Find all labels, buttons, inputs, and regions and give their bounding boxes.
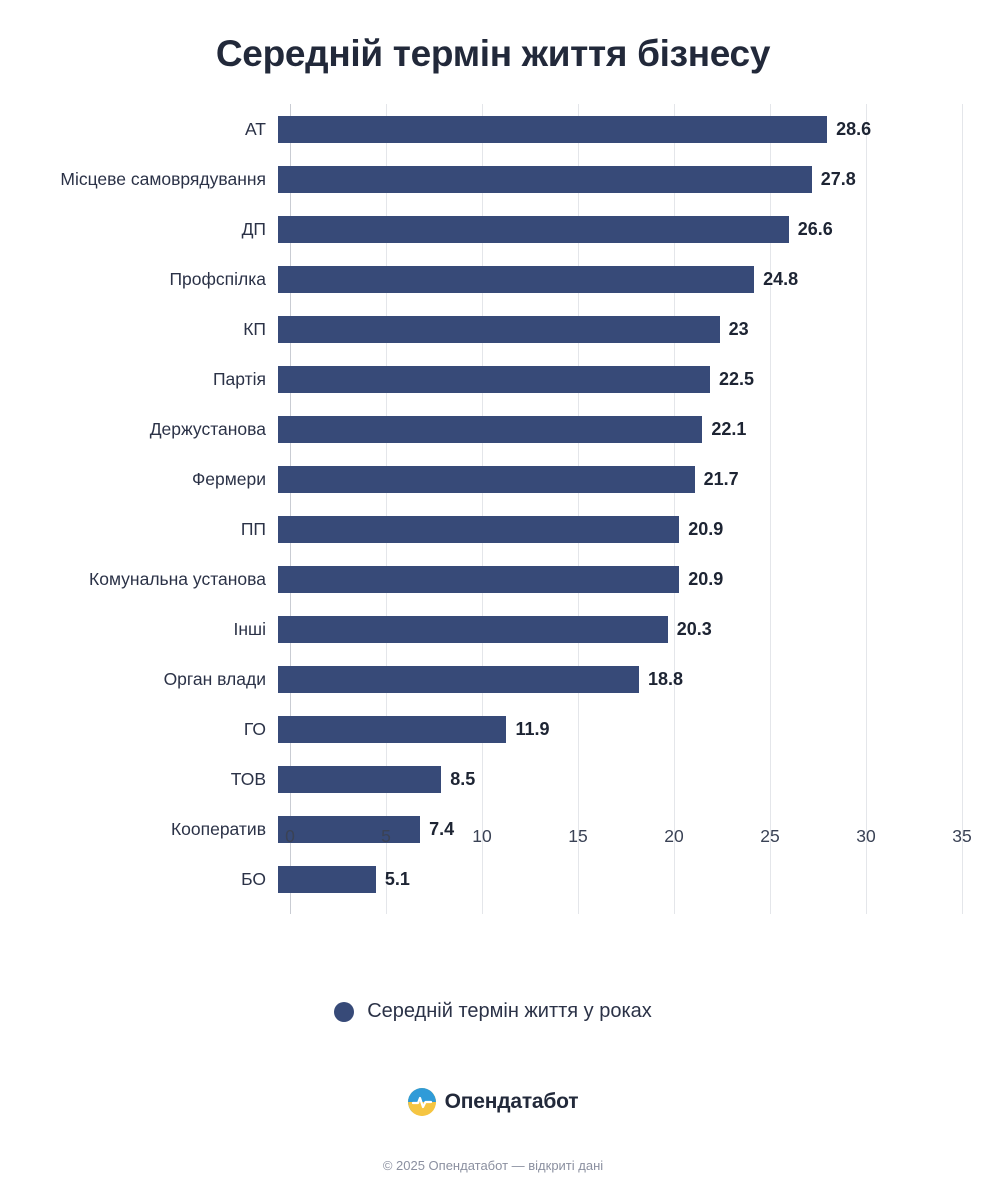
bar-track <box>278 554 986 604</box>
bar-track <box>278 104 986 154</box>
category-label: Профспілка <box>169 268 266 289</box>
x-axis <box>285 818 972 858</box>
category-label: Місцеве самоврядування <box>60 168 266 189</box>
bar-row <box>0 354 986 404</box>
bar-row <box>0 754 986 804</box>
bar[interactable] <box>278 166 812 193</box>
x-tick-label: 25 <box>760 826 780 846</box>
bar-value-label: 7.4 <box>429 819 455 839</box>
category-label: АТ <box>245 118 266 139</box>
bar-value-label: 11.9 <box>515 719 550 739</box>
bar[interactable] <box>278 566 679 593</box>
bar-value-label: 20.3 <box>676 619 712 639</box>
opendatabot-logo-icon <box>408 1088 436 1116</box>
x-tick-label: 0 <box>285 826 295 846</box>
bar-track <box>278 354 986 404</box>
category-label: Кооператив <box>170 818 266 839</box>
bar-row <box>0 204 986 254</box>
x-tick-label: 15 <box>568 826 588 846</box>
brand-name: Опендатабот <box>444 1090 579 1113</box>
bar-value-label: 22.5 <box>719 369 755 389</box>
bar-value-label: 27.8 <box>820 169 856 189</box>
x-tick-label: 20 <box>664 826 684 846</box>
bar-row <box>0 304 986 354</box>
bar[interactable] <box>278 666 639 693</box>
bar-value-label: 28.6 <box>836 119 872 139</box>
legend-item-label: Середній термін життя у роках <box>367 1000 652 1022</box>
bar-row <box>0 604 986 654</box>
bar-row <box>0 554 986 604</box>
category-label: Комунальна установа <box>89 568 266 589</box>
bar-track <box>278 854 986 904</box>
bar-track <box>278 204 986 254</box>
bar[interactable] <box>278 616 668 643</box>
bar[interactable] <box>278 216 789 243</box>
category-label: ГО <box>243 718 266 739</box>
bar[interactable] <box>278 766 441 793</box>
brand-logo <box>0 1088 986 1116</box>
bar-value-label: 20.9 <box>688 519 724 539</box>
x-tick-label: 35 <box>952 826 972 846</box>
bar[interactable] <box>278 266 754 293</box>
bar-track <box>278 654 986 704</box>
category-label: КП <box>243 318 266 339</box>
category-label: ТОВ <box>230 768 266 789</box>
bar-value-label: 26.6 <box>797 219 833 239</box>
bar-value-label: 20.9 <box>688 569 724 589</box>
bar-track <box>278 404 986 454</box>
bar[interactable] <box>278 516 679 543</box>
bar-track <box>278 604 986 654</box>
category-label: Фермери <box>191 468 266 489</box>
bar-value-label: 23 <box>728 319 749 339</box>
bar-track <box>278 454 986 504</box>
category-label: ПП <box>240 518 266 539</box>
bar-row <box>0 854 986 904</box>
bar-row <box>0 254 986 304</box>
bar-track <box>278 704 986 754</box>
bar-track <box>278 154 986 204</box>
bar-value-label: 18.8 <box>647 669 683 689</box>
bar-row <box>0 154 986 204</box>
footer-copyright: © 2025 Опендатабот — відкриті дані <box>382 1158 604 1173</box>
category-label: ДП <box>241 218 266 239</box>
bar[interactable] <box>278 866 376 893</box>
bar-value-label: 21.7 <box>703 469 739 489</box>
plot-area <box>0 104 986 924</box>
chart-legend <box>0 1000 986 1023</box>
bar-row <box>0 704 986 754</box>
bar-row <box>0 104 986 154</box>
page-title: Середній термін життя бізнесу <box>215 33 771 74</box>
category-label: Партія <box>212 368 266 389</box>
bar-track <box>278 754 986 804</box>
bar[interactable] <box>278 416 702 443</box>
category-label: Інші <box>233 618 266 639</box>
bar-value-label: 24.8 <box>763 269 799 289</box>
bar-track <box>278 304 986 354</box>
bar-value-label: 22.1 <box>711 419 747 439</box>
bar[interactable] <box>278 466 695 493</box>
bar-track <box>278 254 986 304</box>
bar-value-label: 5.1 <box>384 869 410 889</box>
x-tick-label: 5 <box>381 826 391 846</box>
bar[interactable] <box>278 316 720 343</box>
bar-row <box>0 404 986 454</box>
category-label: БО <box>241 868 266 889</box>
bar-track <box>278 504 986 554</box>
bar[interactable] <box>278 716 506 743</box>
x-tick-label: 30 <box>856 826 876 846</box>
bar-row <box>0 454 986 504</box>
bar[interactable] <box>278 116 827 143</box>
bar-value-label: 8.5 <box>450 769 476 789</box>
bar-row <box>0 654 986 704</box>
x-tick-label: 10 <box>472 826 492 846</box>
category-label: Держустанова <box>149 418 266 439</box>
bar[interactable] <box>278 366 710 393</box>
bar-rows <box>0 104 986 904</box>
category-label: Орган влади <box>163 668 266 689</box>
legend-swatch-icon <box>334 1002 354 1022</box>
bar-row <box>0 504 986 554</box>
